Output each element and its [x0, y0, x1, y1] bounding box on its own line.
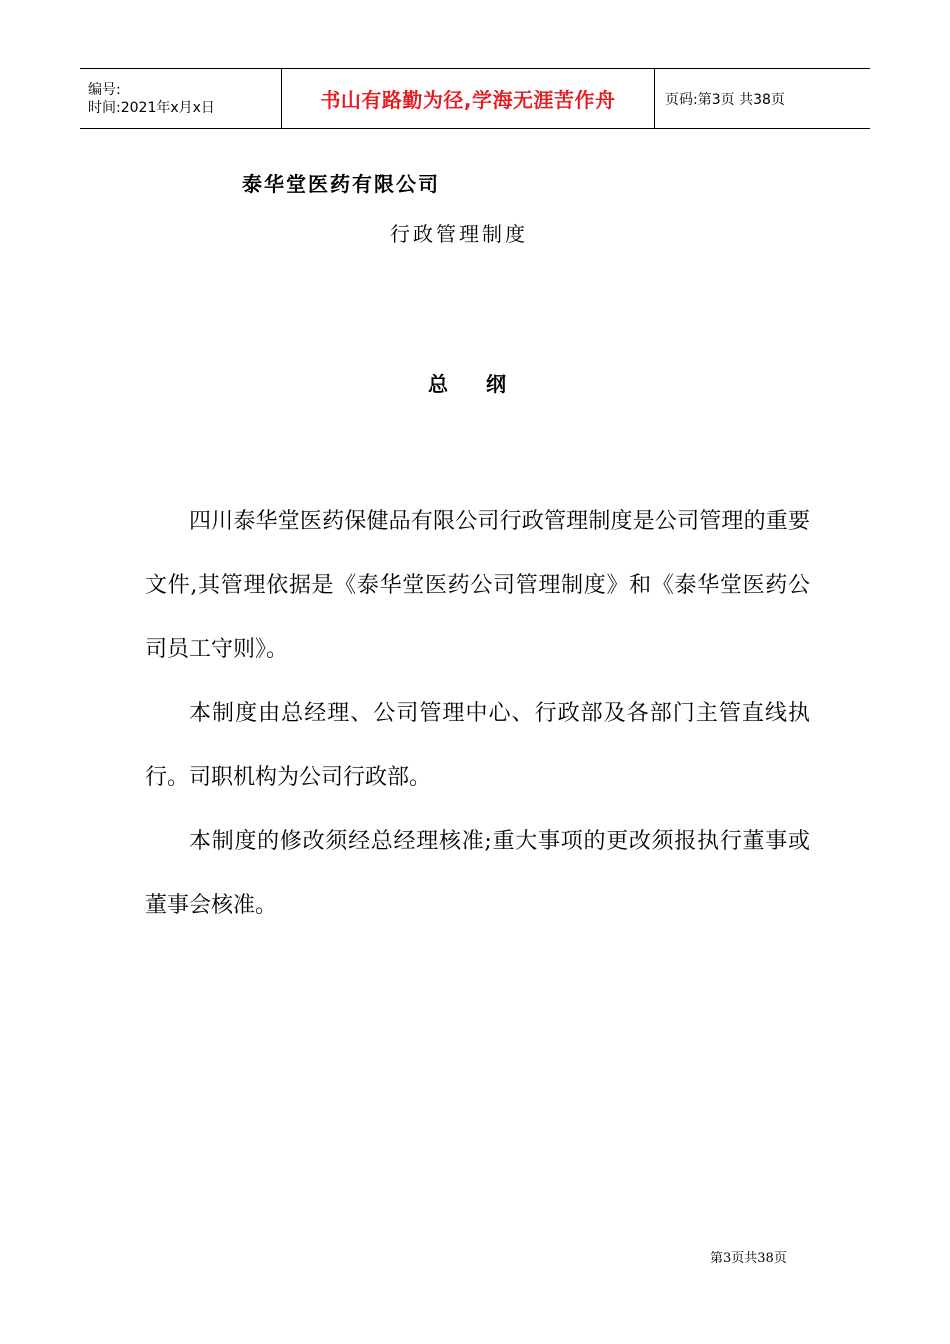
paragraph: 本制度由总经理、公司管理中心、行政部及各部门主管直线执行。司职机构为公司行政部。: [145, 701, 810, 790]
paragraph: 本制度的修改须经总经理核准;重大事项的更改须报执行董事或董事会核准。: [145, 829, 810, 918]
section-title: 总纲: [428, 372, 544, 396]
document-body: [145, 490, 810, 938]
header-meta: [80, 69, 282, 128]
header-motto-cell: [282, 69, 655, 128]
document-title: 行政管理制度: [390, 222, 528, 246]
document-time: 时间:2021年x月x日: [88, 99, 215, 116]
document-number-label: 编号:: [88, 81, 121, 98]
company-name: 泰华堂医药有限公司: [242, 172, 440, 196]
header-motto: 书山有路勤为径,学海无涯苦作舟: [320, 88, 616, 112]
page-footer: 第3页共38页: [710, 1251, 787, 1266]
paragraph: 四川泰华堂医药保健品有限公司行政管理制度是公司管理的重要文件,其管理依据是《泰华堂医药公司管理制度》和《泰华堂医药公司员工守则》。: [145, 509, 810, 662]
header-page-code: 页码:第3页 共38页: [665, 91, 785, 108]
page-header: [80, 68, 870, 129]
header-page-code-cell: [655, 69, 870, 128]
